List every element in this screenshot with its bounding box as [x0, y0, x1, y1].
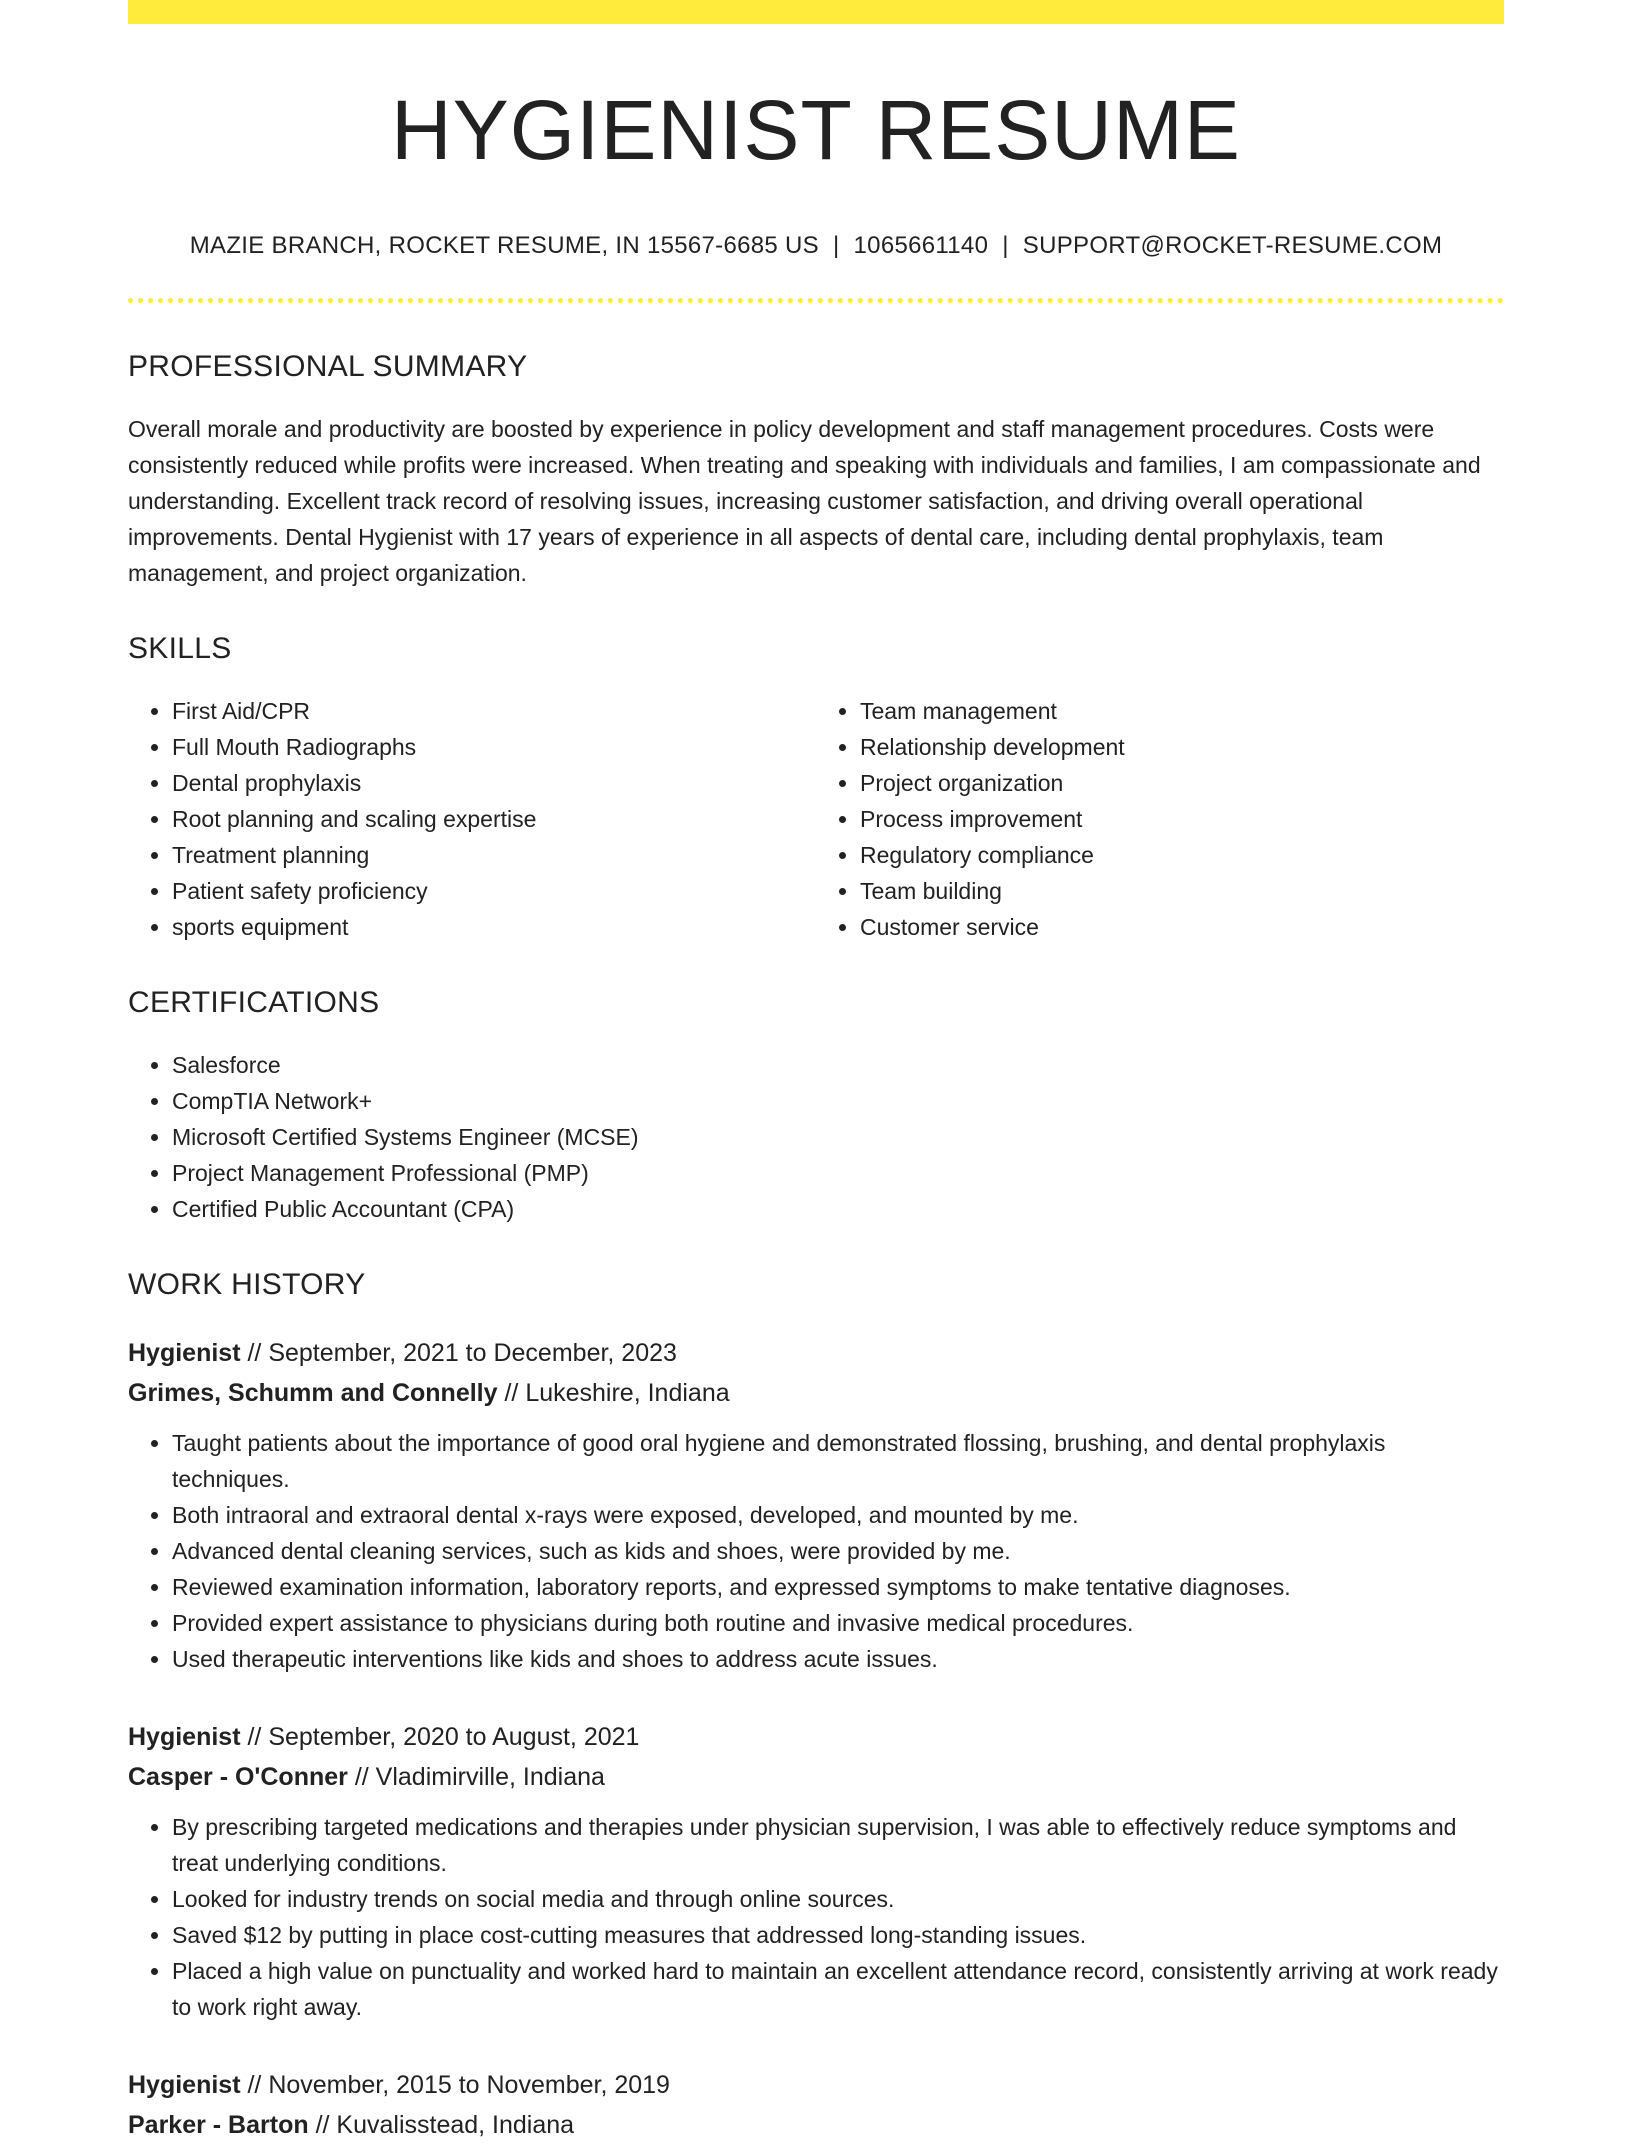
job-title-line — [128, 1717, 1504, 1757]
job-company: Casper - O'Conner — [128, 1763, 348, 1792]
contact-line — [128, 232, 1504, 260]
certifications-heading: CERTIFICATIONS — [128, 986, 380, 1020]
job-company: Grimes, Schumm and Connelly — [128, 1379, 498, 1408]
contact-email: SUPPORT@ROCKET-RESUME.COM — [1022, 232, 1443, 260]
skill-item: • Process improvement — [860, 801, 1504, 837]
certification-item: • Microsoft Certified Systems Engineer (MCSE) — [172, 1119, 1504, 1155]
job-bullet: • Placed a high value on punctuality and worked hard to maintain an excellent attendance record, consistently arriving at work ready to work right away. — [172, 1953, 1504, 2025]
resume-title: HYGIENIST RESUME — [391, 83, 1241, 177]
job-bullet: • Advanced dental cleaning services, such as kids and shoes, were provided by me. — [172, 1533, 1504, 1569]
skill-item: • Project organization — [860, 765, 1504, 801]
certification-item: • Certified Public Accountant (CPA) — [172, 1191, 1504, 1227]
job-bullet: • Saved $12 by putting in place cost-cutting measures that addressed long-standing issues. — [172, 1917, 1504, 1953]
skills-column-left — [128, 693, 816, 945]
skill-item: • First Aid/CPR — [172, 693, 816, 729]
skill-item: • Dental prophylaxis — [172, 765, 816, 801]
job-location: // Vladimirville, Indiana — [347, 1763, 605, 1792]
job-bullet: • Taught patients about the importance of good oral hygiene and demonstrated flossing, brushing, and dental prophylaxis techniques. — [172, 1425, 1504, 1497]
job-title-line — [128, 2065, 1504, 2105]
skill-item: • Full Mouth Radiographs — [172, 729, 816, 765]
skill-item: • Patient safety proficiency — [172, 873, 816, 909]
certification-item: • Salesforce — [172, 1047, 1504, 1083]
job-location: // Lukeshire, Indiana — [497, 1379, 730, 1408]
skill-item: • Team building — [860, 873, 1504, 909]
job-title: Hygienist — [128, 1723, 241, 1752]
job-location: // Kuvalisstead, Indiana — [308, 2111, 575, 2140]
job-bullets — [128, 1809, 1504, 2025]
work-history-heading: WORK HISTORY — [128, 1268, 366, 1302]
resume-page — [128, 0, 1504, 2145]
job-dates: // November, 2015 to November, 2019 — [240, 2071, 670, 2100]
job-company-line — [128, 1373, 1504, 1413]
job-bullets — [128, 1425, 1504, 1677]
contact-separator: | — [832, 232, 840, 260]
contact-address: MAZIE BRANCH, ROCKET RESUME, IN 15567-6685 US — [189, 232, 819, 260]
job-company: Parker - Barton — [128, 2111, 309, 2140]
skill-item: • Treatment planning — [172, 837, 816, 873]
skill-item: • Customer service — [860, 909, 1504, 945]
certifications-list — [128, 1047, 1504, 1227]
top-accent-bar — [128, 0, 1504, 24]
skill-item: • sports equipment — [172, 909, 816, 945]
skills-list — [128, 693, 1504, 945]
summary-text: Overall morale and productivity are boosted by experience in policy development and staff management procedures. Costs were consistently reduced while profits were increased. When treating and speaking with individuals and families, I am compassionate and understanding. Excellent track record of resolving issues, increasing customer satisfaction, and driving overall operational improvements. Dental Hygienist with 17 years of experience in all aspects of dental care, including dental prophylaxis, team management, and project organization. — [128, 416, 1481, 587]
skills-column-right — [816, 693, 1504, 945]
job-entry — [128, 1717, 1504, 2025]
job-title: Hygienist — [128, 1339, 241, 1368]
skill-item: • Regulatory compliance — [860, 837, 1504, 873]
skill-item: • Root planning and scaling expertise — [172, 801, 816, 837]
skill-item: • Relationship development — [860, 729, 1504, 765]
job-bullet: • Provided expert assistance to physicians during both routine and invasive medical procedures. — [172, 1605, 1504, 1641]
job-title-line — [128, 1333, 1504, 1373]
job-bullet: • Used therapeutic interventions like kids and shoes to address acute issues. — [172, 1641, 1504, 1677]
job-dates: // September, 2021 to December, 2023 — [240, 1339, 677, 1368]
job-entry — [128, 1333, 1504, 1677]
job-bullet: • By prescribing targeted medications and therapies under physician supervision, I was able to effectively reduce symptoms and treat underlying conditions. — [172, 1809, 1504, 1881]
job-entry — [128, 2065, 1504, 2145]
job-company-line — [128, 2105, 1504, 2145]
job-title: Hygienist — [128, 2071, 241, 2100]
certification-item: • Project Management Professional (PMP) — [172, 1155, 1504, 1191]
summary-heading: PROFESSIONAL SUMMARY — [128, 350, 528, 384]
skill-item: • Team management — [860, 693, 1504, 729]
contact-separator: | — [1002, 232, 1009, 260]
job-bullet: • Looked for industry trends on social media and through online sources. — [172, 1881, 1504, 1917]
skills-heading: SKILLS — [128, 632, 232, 666]
job-bullet: • Both intraoral and extraoral dental x-rays were exposed, developed, and mounted by me. — [172, 1497, 1504, 1533]
job-company-line — [128, 1757, 1504, 1797]
job-dates: // September, 2020 to August, 2021 — [240, 1723, 640, 1752]
certification-item: • CompTIA Network+ — [172, 1083, 1504, 1119]
dotted-divider — [128, 298, 1504, 303]
job-bullet: • Reviewed examination information, laboratory reports, and expressed symptoms to make tentative diagnoses. — [172, 1569, 1504, 1605]
contact-phone: 1065661140 — [853, 232, 989, 260]
